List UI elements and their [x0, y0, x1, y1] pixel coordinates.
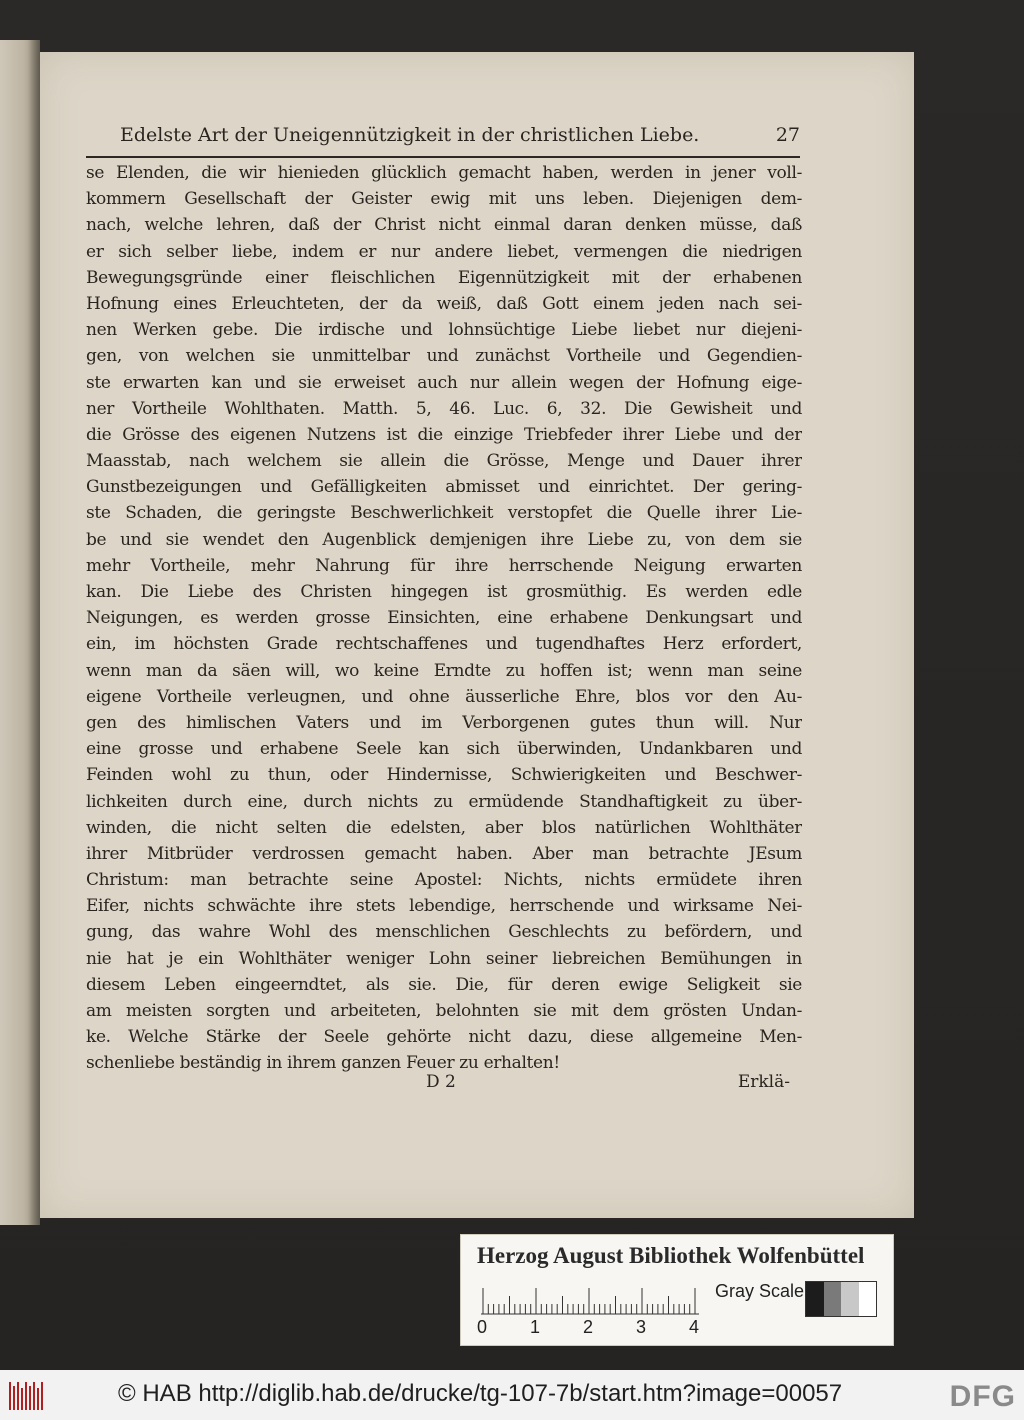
book-page — [40, 52, 914, 1218]
body-text — [86, 160, 802, 1077]
grayscale-swatch — [859, 1282, 877, 1316]
text-line: be und sie wendet den Augenblick demjenigen ihre Liebe zu, von dem sie — [86, 529, 802, 550]
text-line: gung, das wahre Wohl des menschlichen Geschlechts zu befördern, und — [86, 922, 802, 943]
text-line: mehr Vortheile, mehr Nahrung für ihre herrschende Neigung erwarten — [86, 555, 802, 576]
ruler-number: 1 — [530, 1317, 541, 1337]
text-line: winden, die nicht selten die edelsten, aber blos natürlichen Wohlthäter — [86, 817, 802, 838]
text-line: diesem Leben eingeerndtet, als sie. Die, für deren ewige Seligkeit sie — [86, 974, 802, 995]
text-line: die Grösse des eigenen Nutzens ist die einzige Triebfeder ihrer Liebe und der — [86, 424, 802, 445]
ruler-number: 3 — [636, 1317, 647, 1337]
text-line: kan. Die Liebe des Christen hingegen ist grosmüthig. Es werden edle — [86, 582, 802, 602]
barcode-icon — [8, 1380, 44, 1412]
text-line: ihrer Mitbrüder verdrossen gemacht haben. Aber man betrachte JEsum — [86, 843, 802, 864]
ruler-numbers — [477, 1317, 717, 1339]
text-line: Feinden wohl zu thun, oder Hindernisse, Schwierigkeiten und Beschwer- — [86, 765, 802, 786]
text-line: Bewegungsgründe einer fleischlichen Eigennützigkeit mit der erhabenen — [86, 267, 802, 288]
grayscale-swatch — [806, 1282, 824, 1316]
dfg-logo: DFG — [949, 1380, 1016, 1413]
page-number: 27 — [775, 124, 800, 146]
text-line: Hofnung eines Erleuchteten, der da weiß, daß Gott einem jeden nach sei- — [86, 293, 802, 314]
ruler-number: 4 — [689, 1317, 700, 1337]
text-line: nach, welche lehren, daß der Christ nicht einmal daran denken müsse, daß — [86, 215, 802, 236]
grayscale-swatch — [824, 1282, 842, 1316]
running-head-title: Edelste Art der Uneigennützigkeit in der christlichen Liebe. — [120, 124, 700, 146]
text-line: Gunstbezeigungen und Gefälligkeiten abmisset und einrichtet. Der gering- — [86, 477, 802, 498]
text-line: kommern Gesellschaft der Geister ewig mit uns leben. Diejenigen dem- — [86, 189, 802, 210]
text-line: wenn man da säen will, wo keine Erndte zu hoffen ist; wenn man seine — [86, 660, 802, 681]
text-line: nen Werken gebe. Die irdische und lohnsüchtige Liebe liebet nur diejeni- — [86, 320, 802, 341]
text-line: schenliebe beständig in ihrem ganzen Feuer zu erhalten! — [86, 1053, 560, 1074]
text-line: ke. Welche Stärke der Seele gehörte nicht dazu, diese allgemeine Men- — [86, 1027, 802, 1048]
text-line: Neigungen, es werden grosse Einsichten, eine erhabene Denkungsart und — [86, 608, 802, 629]
text-line: ste erwarten kan und sie erweiset auch nur allein wegen der Hofnung eige- — [86, 372, 802, 393]
text-line: Maasstab, nach welchem sie allein die Grösse, Menge und Dauer ihrer — [86, 451, 802, 472]
ruler-number: 2 — [583, 1317, 594, 1337]
text-line: ner Vortheile Wohlthaten. Matth. 5, 46. Luc. 6, 32. Die Gewisheit und — [86, 398, 802, 419]
text-line: ein, im höchsten Grade rechtschaffenes und tugendhaftes Herz erfordert, — [86, 634, 802, 655]
text-line: ste Schaden, die geringste Beschwerlichkeit verstopfet die Quelle ihrer Lie- — [86, 503, 802, 524]
catchword: Erklä- — [737, 1072, 790, 1092]
previous-page-edge — [0, 40, 40, 1225]
text-line: eigene Vortheile verleugnen, und ohne äusserliche Ehre, blos vor den Au- — [86, 686, 802, 707]
text-line: er sich selber liebe, indem er nur andere liebet, vermengen die niedrigen — [86, 241, 802, 262]
text-line: gen des himlischen Vaters und im Verborgenen gutes thun will. Nur — [86, 712, 802, 733]
text-line: Christum: man betrachte seine Apostel: Nichts, nichts ermüdete ihren — [86, 870, 802, 891]
text-line: se Elenden, die wir hienieden glücklich gemacht haben, werden in jener voll- — [86, 163, 802, 183]
copyright-url[interactable]: © HAB http://diglib.hab.de/drucke/tg-107-7b/start.htm?image=00057 — [118, 1380, 843, 1407]
running-head — [120, 124, 800, 146]
measurement-ruler — [481, 1281, 699, 1315]
library-label — [460, 1234, 894, 1346]
text-line: nie hat je ein Wohlthäter weniger Lohn seiner liebreichen Bemühungen in — [86, 948, 802, 969]
grayscale-swatch — [841, 1282, 859, 1316]
text-line: am meisten sorgten und arbeiteten, belohnten sie mit dem grösten Undan- — [86, 1001, 802, 1021]
header-rule — [86, 156, 800, 158]
signature-mark: D 2 — [426, 1072, 456, 1092]
binding-shadow — [28, 40, 40, 1225]
page-footer — [86, 1072, 802, 1100]
text-line: eine grosse und erhabene Seele kan sich überwinden, Undankbaren und — [86, 739, 802, 760]
library-name: Herzog August Bibliothek Wolfenbüttel — [477, 1243, 865, 1268]
text-line: lichkeiten durch eine, durch nichts zu ermüdende Standhaftigkeit zu über- — [86, 791, 802, 812]
footer-bar — [0, 1370, 1024, 1420]
grayscale-label: Gray Scale — [715, 1281, 805, 1301]
grayscale-swatches — [805, 1281, 877, 1317]
text-line: gen, von welchen sie unmittelbar und zunächst Vortheile und Gegendien- — [86, 346, 802, 367]
ruler-number: 0 — [477, 1317, 488, 1337]
text-line: Eifer, nichts schwächte ihre stets lebendige, herrschende und wirksame Nei- — [86, 896, 802, 917]
